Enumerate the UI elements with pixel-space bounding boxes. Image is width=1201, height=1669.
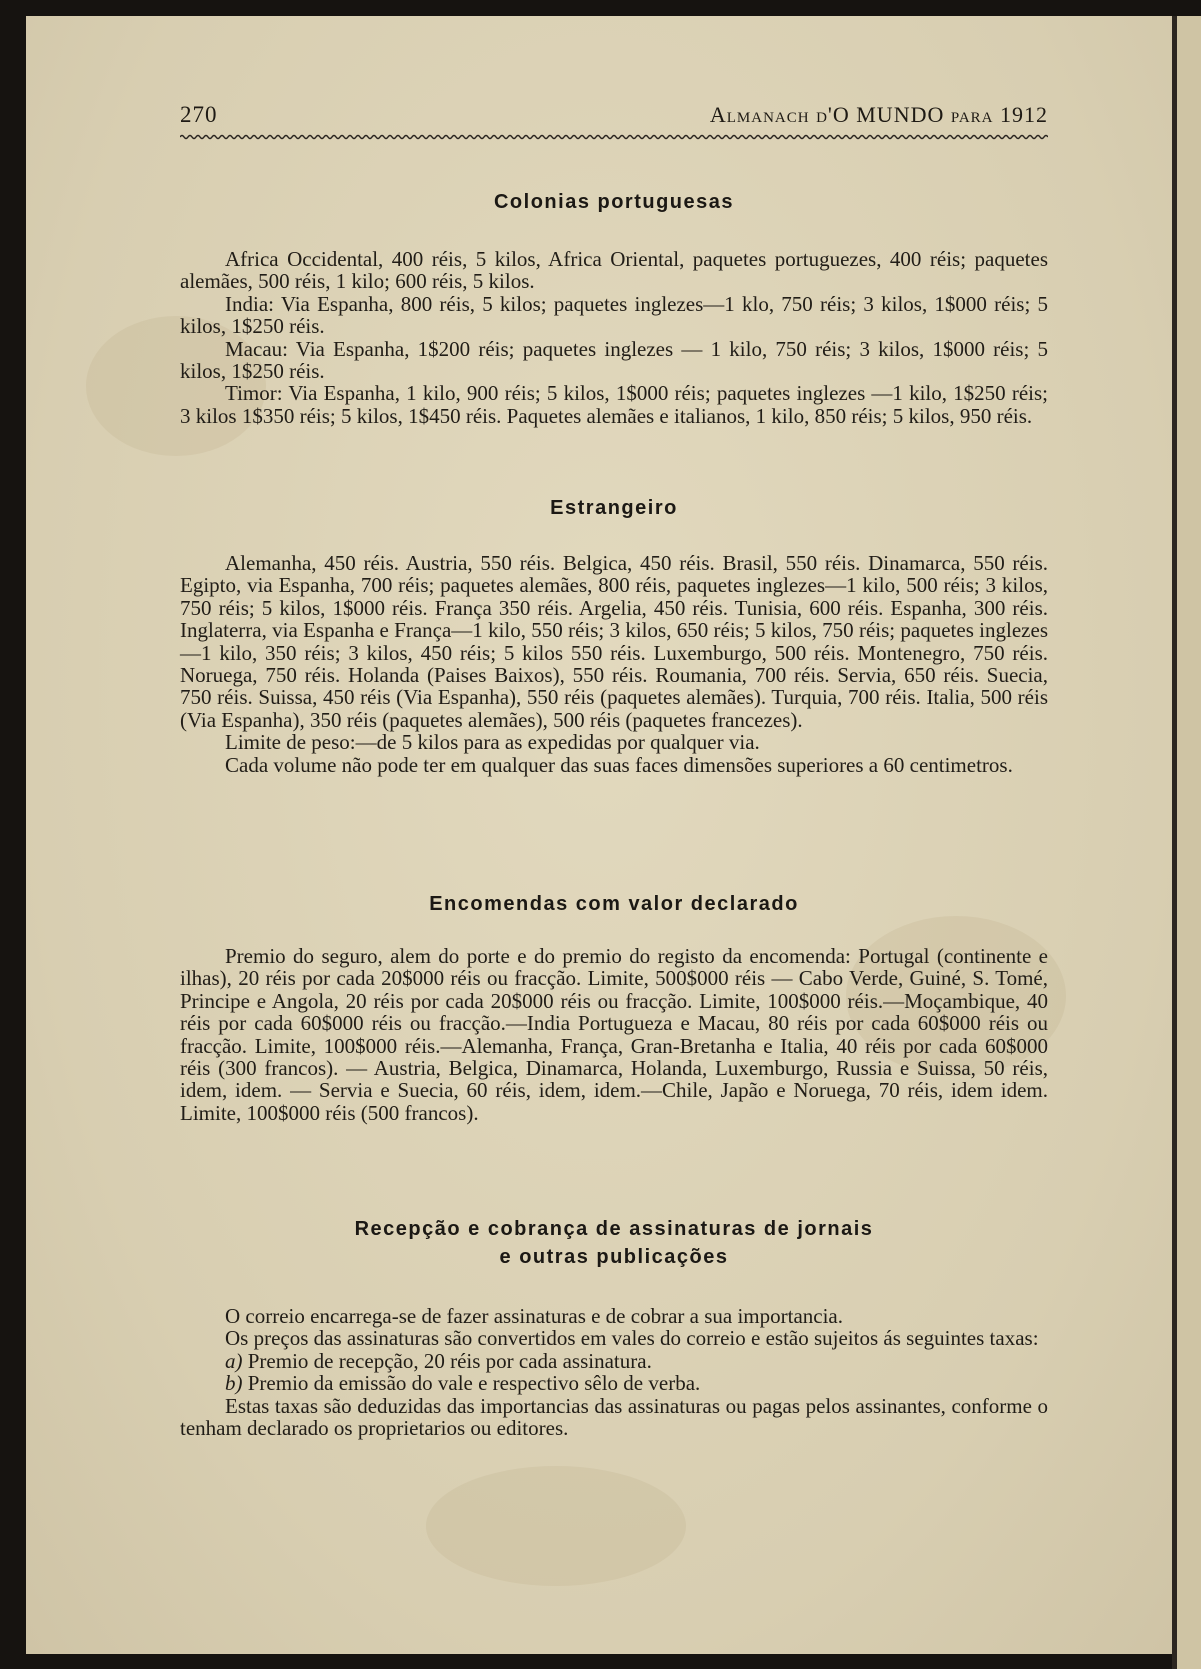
section-body-encomendas [180,945,1048,1124]
list-item-letter: b) [225,1371,243,1396]
paragraph-correio: O correio encarrega-se de fazer assinaturas e de cobrar a sua importancia. [225,1304,843,1328]
paragraph-weight-limit: Limite de peso:—de 5 kilos para as expedidas por qualquer via. [225,730,760,755]
list-item-text: Premio da emissão do vale e respectivo sêlo de verba. [247,1371,701,1396]
section-title-encomendas: Encomendas com valor declarado [429,893,799,915]
paragraph-precos: Os preços das assinaturas são convertidos em vales do correio e estão sujeitos ás seguintes taxas: [225,1326,1039,1351]
section-title-assinaturas [180,1215,1048,1271]
section-body-colonias [180,248,1048,427]
paper-stain [426,1466,686,1586]
decorative-rule [180,134,1048,140]
paragraph-dimensions: Cada volume não pode ter em qualquer das suas faces dimensões superiores a 60 centimetros. [225,752,1013,777]
section-body-estrangeiro [180,552,1048,776]
section-title-line-2: e outras publicações [499,1246,729,1268]
paragraph-macau: Macau: Via Espanha, 1$200 réis; paquetes inglezes — 1 kilo, 750 réis; 3 kilos, 1$000 réis; 5 kilos, 1$250 réis. [180,336,1048,384]
list-item-text: Premio de recepção, 20 réis por cada assinatura. [247,1348,652,1373]
section-title-colonias: Colonias portuguesas [493,191,735,213]
paragraph-africa: Africa Occidental, 400 réis, 5 kilos, Africa Oriental, paquetes portuguezes, 400 réis; paquetes alemães, 500 réis, 1 kilo; 600 réis, 5 kilos. [180,247,1048,294]
book-spine [1172,16,1177,1669]
page-header [180,96,1048,140]
list-item-letter: a) [225,1348,243,1373]
paragraph-taxas: Estas taxas são deduzidas das importancias das assinaturas ou pagas pelos assinantes, conforme o tenham declarado os proprietarios ou editores. [180,1393,1048,1441]
running-title: Almanach d'O MUNDO para 1912 [709,102,1048,127]
section-title-estrangeiro: Estrangeiro [550,497,678,519]
list-item-a [180,1350,1048,1372]
paragraph-country-rates: Alemanha, 450 réis. Austria, 550 réis. Belgica, 450 réis. Brasil, 550 réis. Dinamarca, 550 réis. Egipto, via Espanha, 700 réis; paquetes alemães, 800 réis, paquetes inglezes—1 kilo, 500 réis; 3 kilos, 750 réis; 5 kilos, 1$000 réis. França 350 réis. Argelia, 450 réis. Tunisia, 600 réis. Espanha, 300 réis. Inglaterra, via Espanha e França—1 kilo, 550 réis; 3 kilos, 650 réis; 5 kilos, 750 réis; paquetes inglezes—1 kilo, 350 réis; 3 kilos, 450 réis; 5 kilos 550 réis. Luxemburgo, 500 réis. Montenegro, 750 réis. Noruega, 750 réis. Holanda (Paises Baixos), 550 réis. Roumania, 700 réis. Servia, 650 réis. Suecia, 750 réis. Suissa, 450 réis (Via Espanha), 550 réis (paquetes alemães). Turquia, 700 réis. Italia, 500 réis (Via Espanha), 350 réis (paquetes alemães), 500 réis (paquetes francezes). [180,551,1048,732]
paragraph-insurance: Premio do seguro, alem do porte e do premio do registo da encomenda: Portugal (continente e ilhas), 20 réis por cada 20$000 réis ou fracção. Limite, 500$000 réis — Cabo Verde, Guiné, S. Tomé, Principe e Angola, 20 réis por cada 20$000 réis ou fracção. Limite, 100$000 réis.—Moçambique, 40 réis por cada 60$000 réis ou fracção.—India Portugueza e Macau, 80 réis por cada 60$000 réis ou fracção. Limite, 100$000 réis.—Alemanha, França, Gran-Bretanha e Italia, 40 réis por cada 60$000 réis (300 francos). — Austria, Belgica, Dinamarca, Holanda, Luxemburgo, Russia e Suissa, 50 réis, idem, idem. — Servia e Suecia, 60 réis, idem, idem.—Chile, Japão e Noruega, 70 réis, idem idem. Limite, 100$000 réis (500 francos). [180,944,1048,1125]
section-title-line-1: Recepção e cobrança de assinaturas de jornais [354,1218,874,1240]
paragraph-india: India: Via Espanha, 800 réis, 5 kilos; paquetes inglezes—1 klo, 750 réis; 3 kilos, 1$000 réis; 5 kilos, 1$250 réis. [180,291,1048,339]
page-number: 270 [180,102,218,127]
paragraph-timor: Timor: Via Espanha, 1 kilo, 900 réis; 5 kilos, 1$000 réis; paquetes inglezes —1 kilo, 1$250 réis; 3 kilos 1$350 réis; 5 kilos, 1$450 réis. Paquetes alemães e italianos, 1 kilo, 850 réis; 5 kilos, 950 réis. [180,381,1048,428]
section-body-assinaturas [180,1305,1048,1439]
list-item-b [180,1372,1048,1394]
facing-page-edge [1172,16,1201,1669]
